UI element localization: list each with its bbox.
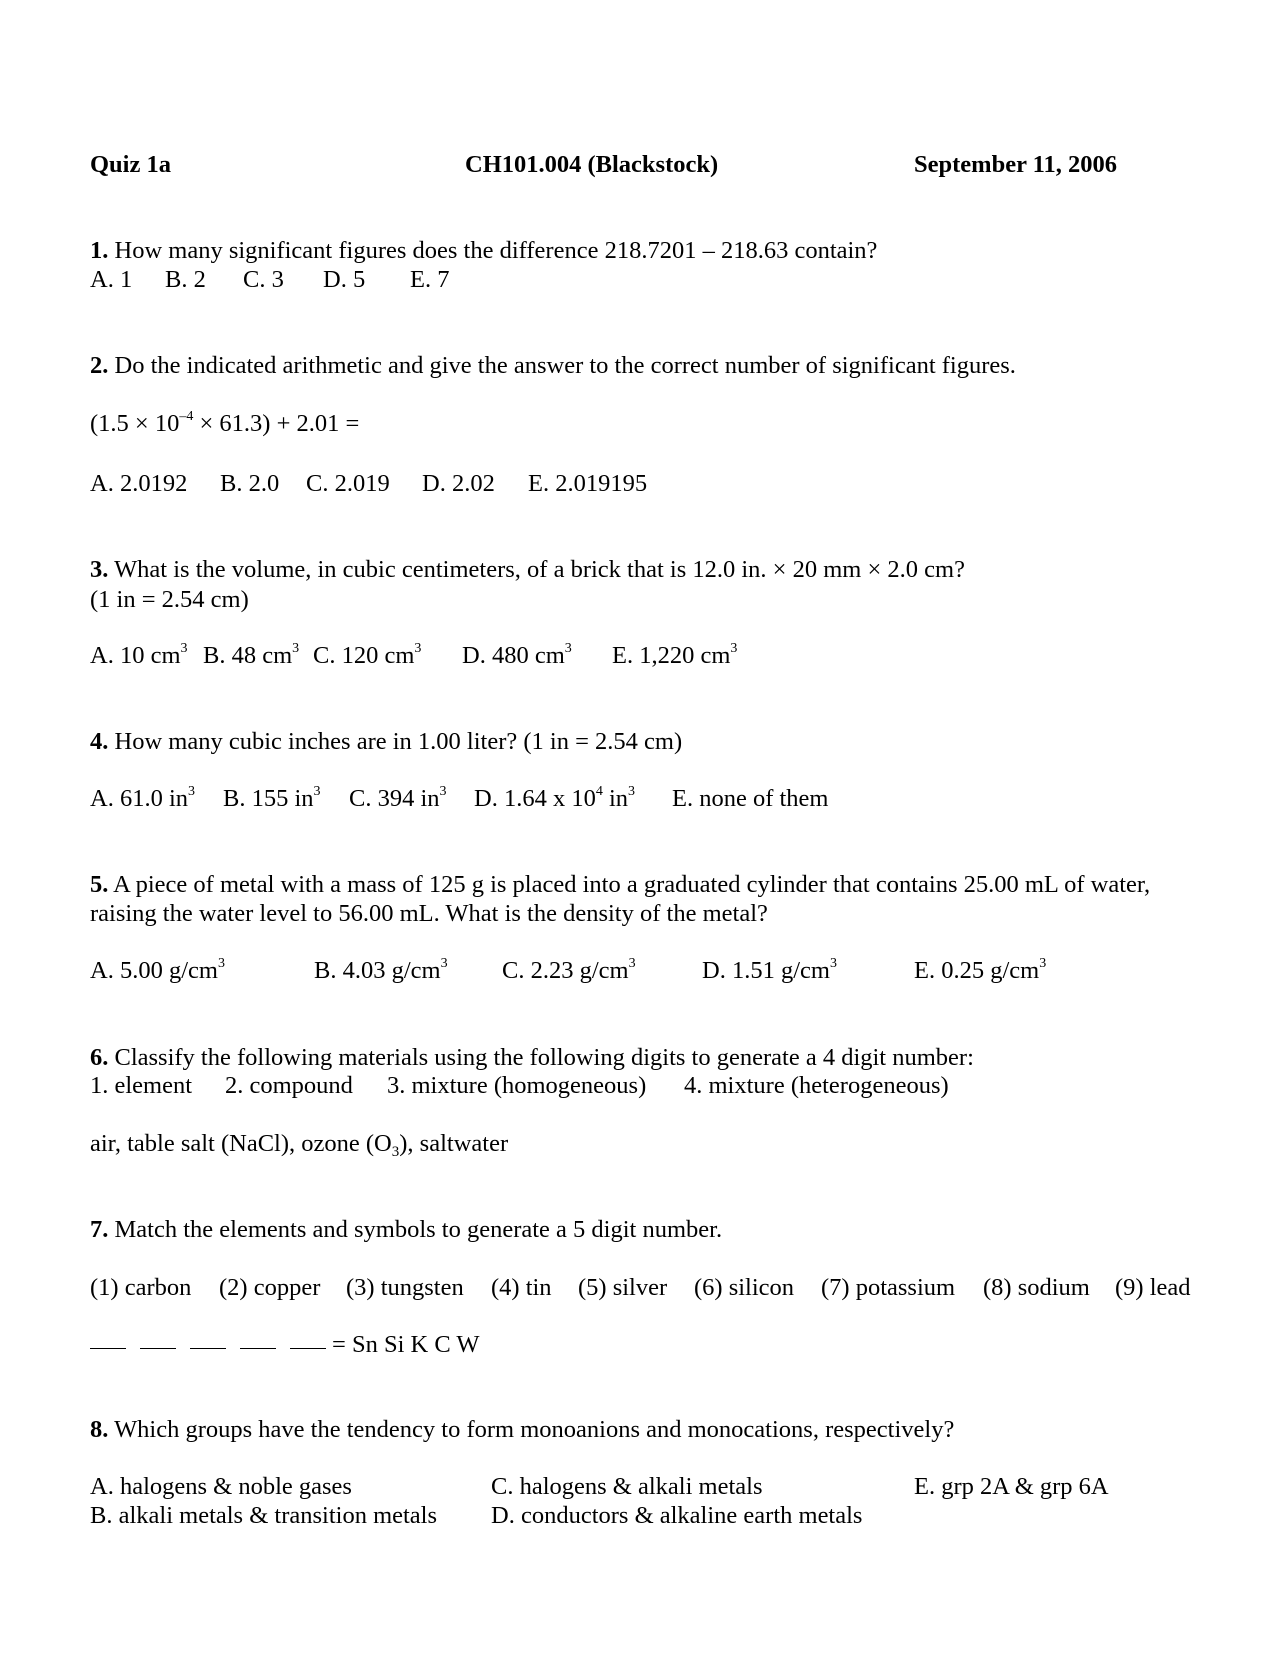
- q4-option-c: C. 394 $in^3$: [349, 784, 447, 812]
- quiz-title: Quiz 1a: [90, 151, 171, 178]
- q7-element-5: (5) silver: [578, 1274, 668, 1301]
- q7-symbols: = Sn Si K C W: [332, 1331, 480, 1358]
- q1-option-d: D. 5: [323, 266, 366, 293]
- q4-option-e: E. none of them: [672, 785, 829, 812]
- q1-option-a: A. 1: [90, 266, 133, 293]
- q7-element-8: (8) sodium: [983, 1274, 1090, 1301]
- quiz-date: September 11, 2006: [914, 151, 1118, 178]
- q2-option-d: D. 2.02: [422, 470, 495, 497]
- question-4: 4. How many cubic inches are in 1.00 liter? (1 in = 2.54 cm): [90, 728, 683, 755]
- question-1: 1. How many significant figures does the difference 218.7201 – 218.63 contain?: [90, 237, 878, 264]
- answer-blank: [90, 1330, 126, 1349]
- q4-option-b: B. 155 $in^3$: [223, 784, 321, 812]
- q6-choice-4: 4. mixture (heterogeneous): [684, 1072, 949, 1099]
- q5-option-c: C. 2.23 $g/cm^3$: [502, 956, 636, 984]
- q2-option-e: E. 2.019195: [528, 470, 648, 497]
- q5-option-a: A. 5.00 $g/cm^3$: [90, 956, 225, 984]
- q4-option-a: A. 61.0 $in^3$: [90, 784, 196, 812]
- q1-option-e: E. 7: [410, 266, 450, 293]
- answer-blank: [140, 1330, 176, 1349]
- q5-option-d: D. 1.51 $g/cm^3$: [702, 956, 837, 984]
- q8-option-b: B. alkali metals & transition metals: [90, 1502, 438, 1529]
- q3-conversion: (1 in = 2.54 cm): [90, 586, 249, 613]
- q5-question-line2: raising the water level to 56.00 mL. What is the density of the metal?: [90, 900, 768, 927]
- q3-option-c: C. 120 $cm^3$: [313, 641, 422, 669]
- q8-option-c: C. halogens & alkali metals: [491, 1473, 763, 1500]
- q3-option-b: B. 48 $cm^3$: [203, 641, 300, 669]
- question-7: 7. Match the elements and symbols to generate a 5 digit number.: [90, 1216, 723, 1243]
- question-3: 3. What is the volume, in cubic centimeters, of a brick that is 12.0 in. × 20 mm × 2.0 cm?: [90, 556, 965, 583]
- q3-option-d: D. 480 $cm^3$: [462, 641, 572, 669]
- question-6: 6. Classify the following materials using the following digits to generate a 4 digit number:: [90, 1044, 974, 1071]
- q7-element-1: (1) carbon: [90, 1274, 192, 1301]
- q8-option-e: E. grp 2A & grp 6A: [914, 1473, 1109, 1500]
- q2-option-b: B. 2.0: [220, 470, 280, 497]
- question-5: 5. A piece of metal with a mass of 125 g is placed into a graduated cylinder that contains 25.00 mL of water,: [90, 871, 1151, 898]
- q6-choice-3: 3. mixture (homogeneous): [387, 1072, 647, 1099]
- q6-materials: air, table salt (NaCl), ozone $(O_3)$, saltwater: [90, 1130, 509, 1160]
- question-8: 8. Which groups have the tendency to form monoanions and monocations, respectively?: [90, 1416, 955, 1443]
- q2-option-a: A. 2.0192: [90, 470, 188, 497]
- q2-expression: $(1.5 \times 10^{-4} \times 61.3) + 2.01$ =: [90, 409, 360, 437]
- q1-option-b: B. 2: [165, 266, 206, 293]
- q3-option-a: A. 10 $cm^3$: [90, 641, 188, 669]
- q7-element-2: (2) copper: [219, 1274, 321, 1301]
- answer-blank: [190, 1330, 226, 1349]
- q7-answer-blanks: [90, 1330, 328, 1355]
- q6-choice-1: 1. element: [90, 1072, 193, 1099]
- q7-element-4: (4) tin: [491, 1274, 552, 1301]
- q7-element-6: (6) silicon: [694, 1274, 795, 1301]
- q8-option-d: D. conductors & alkaline earth metals: [491, 1502, 863, 1529]
- q3-option-e: E. 1,220 $cm^3$: [612, 641, 738, 669]
- answer-blank: [240, 1330, 276, 1349]
- course-name: CH101.004 (Blackstock): [465, 151, 719, 178]
- q1-option-c: C. 3: [243, 266, 284, 293]
- q5-option-e: E. 0.25 $g/cm^3$: [914, 956, 1047, 984]
- q7-element-7: (7) potassium: [821, 1274, 956, 1301]
- q6-choice-2: 2. compound: [225, 1072, 353, 1099]
- q7-element-9: (9) lead: [1115, 1274, 1191, 1301]
- q7-element-3: (3) tungsten: [346, 1274, 464, 1301]
- q4-option-d: D. 1.64 x $10^4$ $in^3$: [474, 784, 636, 812]
- q8-option-a: A. halogens & noble gases: [90, 1473, 352, 1500]
- q2-option-c: C. 2.019: [306, 470, 390, 497]
- answer-blank: [290, 1330, 326, 1349]
- q5-option-b: B. 4.03 $g/cm^3$: [314, 956, 448, 984]
- question-2: 2. Do the indicated arithmetic and give the answer to the correct number of significant figures.: [90, 352, 1016, 379]
